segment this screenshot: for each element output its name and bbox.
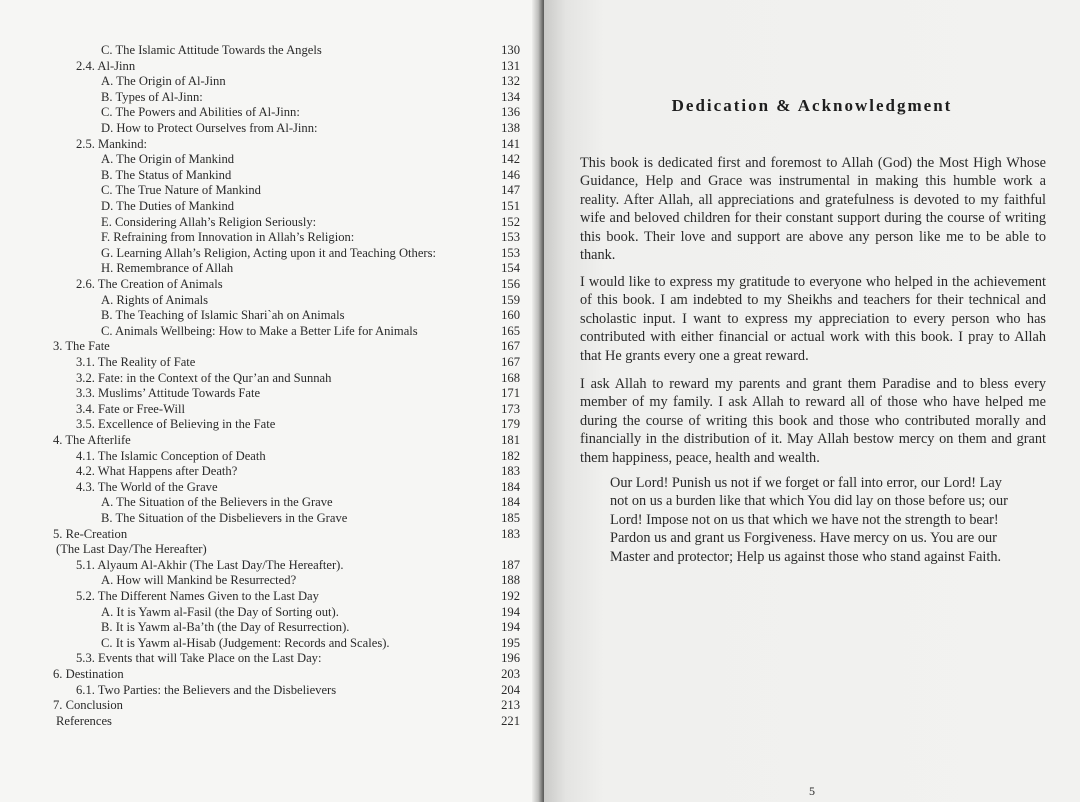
toc-entry: [0, 463, 520, 479]
toc-entry-title: 6. Destination: [53, 667, 124, 681]
toc-entry-page: 141: [501, 136, 520, 151]
toc-entry: [0, 73, 520, 89]
toc-entry: [0, 650, 520, 666]
toc-entry-page: 182: [501, 448, 520, 463]
toc-entry-page: 173: [501, 401, 520, 416]
toc-entry: [0, 604, 520, 620]
toc-entry: [0, 292, 520, 308]
toc-entry-page: 152: [501, 214, 520, 229]
toc-entry: [0, 557, 520, 573]
toc-entry-title: 6.1. Two Parties: the Believers and the Disbelievers: [76, 682, 337, 697]
toc-entry-page: 195: [501, 635, 520, 650]
toc-entry: [0, 323, 520, 339]
toc-entry: [0, 214, 520, 230]
toc-entry: [0, 682, 520, 698]
toc-entry-page: 156: [501, 277, 520, 291]
toc-entry-title: A. How will Mankind be Resurrected?: [101, 573, 297, 588]
toc-entry-page: 138: [501, 121, 520, 135]
toc-entry-page: 192: [501, 589, 520, 603]
toc-entry-title: 2.6. The Creation of Animals: [76, 277, 223, 291]
toc-entry-title: C. The Powers and Abilities of Al-Jinn:: [101, 105, 300, 120]
toc-entry-title: 3. The Fate: [53, 339, 110, 354]
toc-entry-page: 153: [501, 230, 520, 245]
toc-entry-title: C. Animals Wellbeing: How to Make a Better Life for Animals: [101, 323, 418, 338]
toc-entry: [0, 182, 520, 198]
toc-entry: [0, 354, 520, 370]
toc-entry-title: E. Considering Allah’s Religion Seriously:: [101, 214, 317, 229]
toc-entry-page: 221: [501, 713, 520, 728]
toc-entry-title: 4.2. What Happens after Death?: [76, 464, 238, 479]
toc-entry: [0, 416, 520, 432]
toc-entry-page: 183: [501, 464, 520, 479]
toc-entry-page: 184: [501, 495, 520, 510]
toc-entry-page: 147: [501, 183, 520, 198]
toc-entry-title: C. The Islamic Attitude Towards the Angels: [101, 43, 322, 57]
toc-entry: [0, 526, 520, 542]
toc-entry-page: 130: [501, 43, 520, 57]
toc-entry-title: 4.3. The World of the Grave: [76, 479, 218, 494]
toc-entry-page: 146: [501, 167, 520, 182]
toc-entry: [0, 494, 520, 510]
toc-entry: [0, 432, 520, 448]
toc-entry-page: 194: [501, 620, 520, 635]
page-number: 5: [809, 784, 815, 798]
toc-entry: [0, 385, 520, 401]
toc-entry: [0, 572, 520, 588]
toc-entry-title: 7. Conclusion: [53, 698, 123, 713]
toc-entry-page: 204: [501, 682, 520, 697]
toc-entry-title: 3.5. Excellence of Believing in the Fate: [76, 417, 276, 432]
toc-entry-page: 184: [501, 479, 520, 494]
toc-entry: [0, 338, 520, 354]
toc-entry-page: 132: [501, 74, 520, 89]
toc-entry-title: References: [56, 713, 112, 728]
toc-entry-page: 151: [501, 199, 520, 213]
toc-entry-title: B. It is Yawm al-Ba’th (the Day of Resurrection).: [101, 620, 350, 635]
toc-entry-page: 153: [501, 245, 520, 260]
toc-entry-page: 179: [501, 417, 520, 432]
toc-entry-title: A. Rights of Animals: [101, 292, 209, 307]
toc-entry-title: 5.1. Alyaum Al-Akhir (The Last Day/The Hereafter).: [76, 557, 344, 572]
dedication-paragraph-1: This book is dedicated first and foremost to Allah (God) the Most High Whose Guidance, Help and Grace was instrumental in making this humble work a reality. After Allah, all appreciations and gratefulness is devoted to my faithful wife and beloved children for their constant support during the course of writing this book. Their love and support are above any person like me to be able to thank.: [580, 155, 1046, 264]
toc-entry-page: 203: [501, 667, 520, 681]
toc-entry-page: 131: [501, 58, 520, 73]
toc-entry-title: A. It is Yawm al-Fasil (the Day of Sorting out).: [101, 604, 339, 619]
toc-entry-title: F. Refraining from Innovation in Allah’s Religion:: [101, 230, 355, 245]
toc-entry-title: 4.1. The Islamic Conception of Death: [76, 448, 266, 463]
toc-entry-page: 136: [501, 105, 520, 120]
toc-entry: [0, 541, 520, 557]
toc-entry: [0, 245, 520, 261]
toc-entry: [0, 370, 520, 386]
quran-prayer: Our Lord! Punish us not if we forget or fall into error, our Lord! Lay not on us a burden like that which You did lay on those before us; our Lord! Impose not on us that which we have not the strength to bear! Pardon us and grant us Forgiveness. Have mercy on us. You are our Master and protector; Help us against those who stand against Faith.: [610, 475, 1008, 565]
dedication-paragraph-2: I would like to express my gratitude to everyone who helped in the achievement of this book. I am indebted to my Sheikhs and teachers for their technical and scholastic input. I want to express my appreciation to every person who has contributed with either financial or actual work with this book. I pray to Allah that He grants every one a great reward.: [580, 274, 1046, 364]
toc-entry-title: D. How to Protect Ourselves from Al-Jinn:: [101, 121, 318, 135]
toc-entry: [0, 276, 520, 292]
toc-entry-page: 196: [501, 651, 520, 666]
toc-entry-title: G. Learning Allah’s Religion, Acting upon it and Teaching Others:: [101, 245, 437, 260]
toc-entry-page: 185: [501, 511, 520, 525]
toc-entry: [0, 120, 520, 136]
toc-entry-title: 5. Re-Creation: [53, 526, 128, 541]
toc-entry-title: 3.4. Fate or Free-Will: [76, 401, 185, 416]
toc-entry-page: 213: [501, 698, 520, 713]
toc-entry: [0, 510, 520, 526]
toc-entry-title: H. Remembrance of Allah: [101, 261, 234, 276]
toc-entry: [0, 307, 520, 323]
toc-entry: [0, 479, 520, 495]
toc-entry: [0, 448, 520, 464]
toc-entry: [0, 58, 520, 74]
toc-entry-title: A. The Origin of Mankind: [101, 152, 235, 167]
toc-entry-title: 5.2. The Different Names Given to the Last Day: [76, 589, 319, 603]
toc-entry-page: 159: [501, 292, 520, 307]
dedication-title: Dedication & Acknowledgment: [671, 96, 953, 115]
toc-entry-title: 2.5. Mankind:: [76, 136, 148, 151]
toc-entry-page: 165: [501, 323, 520, 338]
toc-entry: [0, 401, 520, 417]
toc-entry-page: 187: [501, 557, 520, 572]
toc-entry-title: 3.1. The Reality of Fate: [76, 355, 196, 369]
toc-entry-page: 194: [501, 604, 520, 619]
toc-entry: [0, 666, 520, 682]
toc-entry: [0, 619, 520, 635]
toc-entry-page: 167: [501, 355, 520, 369]
toc-entry-title: B. Types of Al-Jinn:: [101, 89, 203, 104]
toc-entry-title: B. The Status of Mankind: [101, 167, 232, 182]
toc-entry: [0, 260, 520, 276]
toc-entry: [0, 136, 520, 152]
dedication-page: [544, 0, 1080, 802]
toc-entry: [0, 198, 520, 214]
toc-entry-title: 3.2. Fate: in the Context of the Qur’an and Sunnah: [76, 370, 332, 385]
toc-entry-title: B. The Teaching of Islamic Shari`ah on Animals: [101, 308, 345, 323]
toc-page: [0, 0, 538, 802]
toc-entry-page: 154: [501, 261, 520, 276]
toc-entry-title: (The Last Day/The Hereafter): [56, 542, 207, 557]
toc-entry: [0, 697, 520, 713]
toc-entry-title: A. The Origin of Al-Jinn: [101, 74, 226, 89]
toc-entry-page: 171: [501, 386, 520, 401]
toc-entry-page: 134: [501, 89, 520, 104]
toc-entry: [0, 167, 520, 183]
toc-entry-page: 160: [501, 308, 520, 323]
toc-entry: [0, 229, 520, 245]
toc-entry-page: 188: [501, 573, 520, 588]
toc-entry-page: 181: [501, 433, 520, 447]
toc-entry: [0, 89, 520, 105]
toc-entry: [0, 42, 520, 58]
toc-entry-title: 4. The Afterlife: [53, 433, 131, 447]
toc-entry-page: 183: [501, 526, 520, 541]
toc-entry-title: 5.3. Events that will Take Place on the Last Day:: [76, 651, 322, 666]
toc-entry-title: A. The Situation of the Believers in the Grave: [101, 495, 333, 510]
toc-entry: [0, 588, 520, 604]
toc-entry-page: 168: [501, 370, 520, 385]
toc-entry-title: C. The True Nature of Mankind: [101, 183, 261, 198]
toc-entry-title: C. It is Yawm al-Hisab (Judgement: Records and Scales).: [101, 635, 390, 650]
toc-entry: [0, 635, 520, 651]
toc-entry: [0, 151, 520, 167]
toc-entry-page: 142: [501, 152, 520, 167]
dedication-paragraph-3: I ask Allah to reward my parents and grant them Paradise and to bless every member of my family. I ask Allah to reward all of those who have helped me during the course of writing this book and those who contributed morally and financially in the distribution of it. May Allah bestow mercy on them and grant them happiness, peace, health and wealth.: [580, 376, 1046, 466]
toc-entry: [0, 713, 520, 729]
toc-entry-page: 167: [501, 339, 520, 354]
toc-entry-title: 2.4. Al-Jinn: [76, 58, 136, 73]
toc-entry: [0, 104, 520, 120]
toc-entry-title: D. The Duties of Mankind: [101, 199, 235, 213]
toc-entry-title: B. The Situation of the Disbelievers in the Grave: [101, 511, 348, 525]
toc-entry-title: 3.3. Muslims’ Attitude Towards Fate: [76, 386, 261, 401]
